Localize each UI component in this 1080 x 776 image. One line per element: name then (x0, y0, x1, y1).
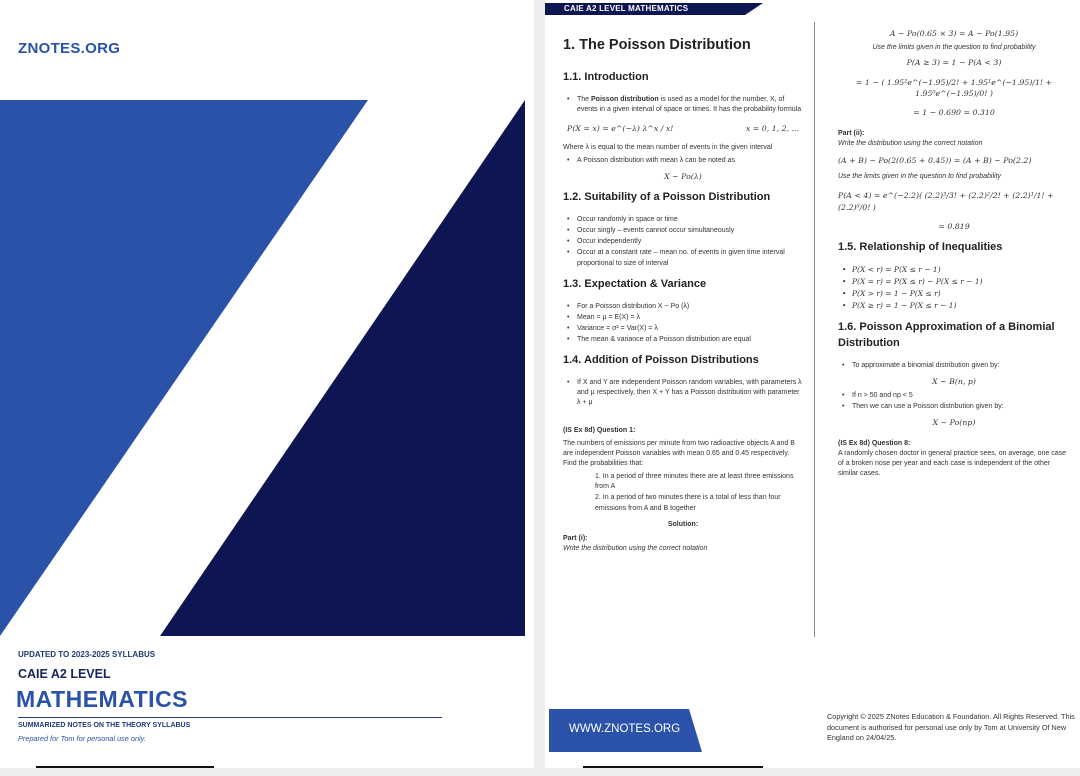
formula: A ~ Po(0.65 × 3) = A ~ Po(1.95) (889, 29, 1019, 38)
list-item: • P(X ≥ r) = 1 − P(X ≤ r − 1) (838, 301, 1070, 312)
formula: = 1 − 0.690 = 0.310 (913, 108, 995, 118)
note: Use the limits given in the question to find probability (838, 173, 1002, 181)
question-heading: (IS Ex 8d) Question 8: (838, 439, 911, 447)
list-item: • The Poisson distribution is used as a model for the number, X, of events in a given interval of space or times. It has the probability formula (563, 95, 803, 115)
question-body: A randomly chosen doctor in general practice sees, on average, one case of a broken nose per year and each case is independent of the other similar cases. (838, 449, 1067, 477)
section-heading: 1.3. Expectation & Variance (563, 277, 707, 290)
list-item: • The mean & variance of a Poisson distribution are equal (563, 335, 803, 345)
list-item: • If X and Y are independent Poisson random variables, with parameters λ and μ respectively, then X + Y has a Poisson distribution with parameter λ + μ (563, 378, 803, 408)
list-item: • For a Poisson distribution X ~ Po (λ) (563, 302, 803, 312)
intro-list (563, 95, 803, 115)
section-heading: 1.5. Relationship of Inequalities (838, 241, 1003, 254)
solution-label: Solution: (667, 520, 699, 528)
website-link[interactable]: WWW.ZNOTES.ORG (569, 723, 681, 735)
cover-title: MATHEMATICS (16, 686, 189, 712)
section-heading: 1.6. Poisson Approximation of a Binomial Distribution (838, 320, 1055, 349)
list-item: 1. In a period of three minutes there are at least three emissions from A (595, 473, 794, 491)
list-item: • P(X = r) = P(X ≤ r) − P(X ≤ r − 1) (838, 277, 1070, 288)
list-item: • To approximate a binomial distribution given by: (838, 361, 1070, 371)
paragraph: Where λ is equal to the mean number of events in the given interval (563, 143, 773, 151)
list-item: • Variance = σ² = Var(X) = λ (563, 324, 803, 334)
section-heading: 1.2. Suitability of a Poisson Distribution (563, 191, 771, 204)
right-column (838, 22, 1070, 482)
approx-list (838, 361, 1070, 371)
formula: P(A < 4) = e^(−2.2)( (2.2)³/3! + (2.2)²/2! + (2.2)¹/1! + (2.2)⁰/0! ) (838, 191, 1054, 212)
section-heading: 1.4. Addition of Poisson Distributions (563, 354, 759, 367)
cover-artwork (0, 100, 534, 636)
list-item: • A Poisson distribution with mean λ can be noted as (563, 156, 803, 166)
column-divider (814, 22, 815, 637)
chapter-title: 1. The Poisson Distribution (563, 37, 751, 53)
cover-level: CAIE A2 LEVEL (18, 667, 111, 681)
brand-logo[interactable]: ZNOTES.ORG (18, 40, 121, 57)
formula: = 1 − ( 1.95²e^(−1.95)/2! + 1.95¹e^(−1.95)/1! + 1.95⁰e^(−1.95)/0! ) (855, 77, 1053, 99)
formula: = 0.819 (938, 221, 970, 231)
addition-list (563, 378, 803, 408)
question-parts (581, 472, 803, 514)
inequality-list (838, 265, 1070, 312)
expectation-list (563, 302, 803, 346)
cover-divider (18, 717, 442, 718)
notes-page (545, 0, 1080, 768)
formula: (A + B) ~ Po(2(0.65 + 0.45)) = (A + B) ~ Po(2.2) (838, 155, 1032, 165)
list-item: • If n > 50 and np < 5 (838, 391, 1070, 401)
cover-prepared-for: Prepared for Tom for personal use only. (18, 734, 146, 743)
list-item: • P(X < r) = P(X ≤ r − 1) (838, 265, 1070, 276)
poisson-formula: P(X = x) = e^(−λ) λ^x / x! x = 0, 1, 2, ... (567, 124, 799, 134)
copyright-notice: Copyright © 2025 ZNotes Education & Foundation. All Rights Reserved. This document is authorised for personal use only by Tom at University Of New England on 24/04/25. (827, 712, 1075, 743)
page-bottom-rule (583, 766, 763, 768)
list-item: • Occur independently (563, 237, 803, 247)
formula: X ~ Po(np) (932, 418, 976, 428)
header-tab-label: CAIE A2 LEVEL MATHEMATICS (564, 4, 689, 13)
syllabus-updated: UPDATED TO 2023-2025 SYLLABUS (18, 650, 156, 659)
list-item: 2. In a period of two minutes there is a total of less than four emissions from A and B together (595, 494, 781, 512)
approx-list-2 (838, 391, 1070, 412)
formula: P(A ≥ 3) = 1 − P(A < 3) (906, 58, 1002, 68)
section-heading: 1.1. Introduction (563, 71, 649, 84)
list-item: • P(X > r) = 1 − P(X ≤ r) (838, 289, 1070, 300)
intro-list-2 (563, 156, 803, 166)
cover-page (0, 0, 534, 768)
formula: X ~ B(n, p) (932, 376, 976, 386)
note: Use the limits given in the question to find probability (872, 44, 1036, 52)
cover-subtitle: SUMMARIZED NOTES ON THE THEORY SYLLABUS (18, 722, 191, 729)
list-item: • Occur singly – events cannot occur simultaneously (563, 226, 803, 236)
left-column (563, 22, 803, 557)
list-item: • Then we can use a Poisson distribution given by: (838, 402, 1070, 412)
list-item: • Occur randomly in space or time (563, 215, 803, 225)
question-body: The numbers of emissions per minute from two radioactive objects A and B are independent Poisson variables with mean 0.65 and 0.45 respectively. Find the probabilities that: (563, 439, 795, 468)
note: Write the distribution using the correct notation (838, 139, 983, 147)
list-item: • Mean = μ = E(X) = λ (563, 313, 803, 323)
list-item: • Occur at a constant rate – mean no. of events in given time interval proportional to size of interval (563, 248, 803, 268)
part-label: Part (i): (563, 534, 588, 542)
page-bottom-rule (36, 766, 214, 768)
part-label: Part (ii): (838, 129, 865, 137)
question-heading: (IS Ex 8d) Question 1: (563, 426, 636, 434)
note: Write the distribution using the correct notation (563, 545, 708, 553)
notation-formula: X ~ Po(λ) (664, 171, 702, 181)
suitability-list (563, 215, 803, 269)
